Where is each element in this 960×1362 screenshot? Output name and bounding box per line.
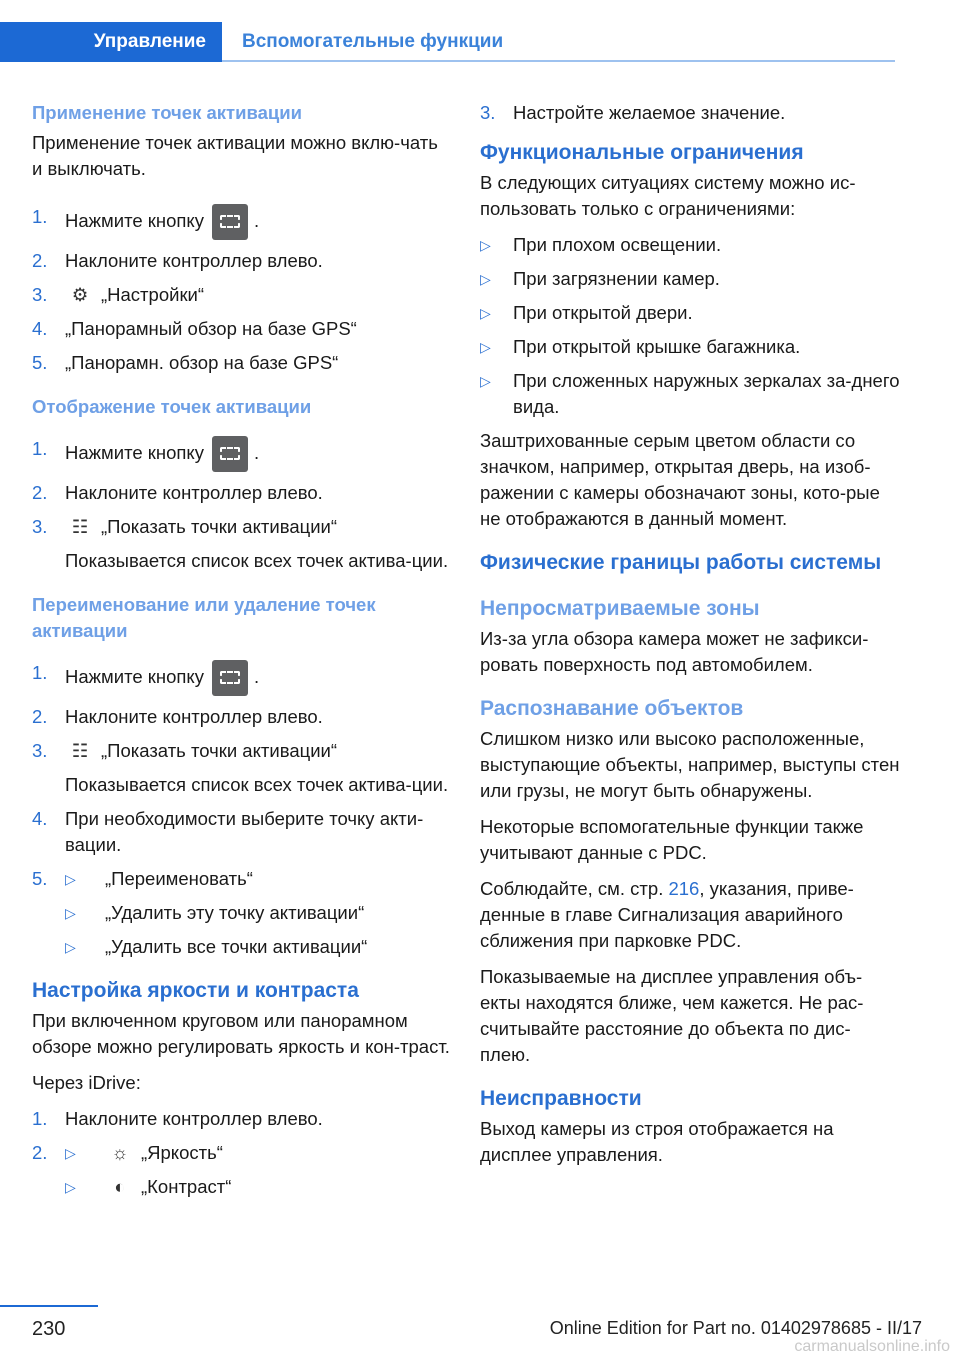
paragraph: Слишком низко или высоко расположенные, выступающие объекты, например, выступы стен или грузы, не могут быть обнаружены. xyxy=(480,728,900,801)
camera-view-icon xyxy=(212,204,248,240)
page-number: 230 xyxy=(32,1318,66,1340)
paragraph: Соблюдайте, см. стр. 216, указания, приве-денные в главе Сигнализация аварийного сближения при парковке PDC. xyxy=(480,878,854,951)
paragraph: Из-за угла обзора камера может не зафикси-ровать поверхность под автомобилем. xyxy=(480,628,869,675)
steps-list xyxy=(480,100,900,126)
bullet-icon: ▷ xyxy=(480,305,491,321)
header-tabs xyxy=(0,22,895,62)
bullet-icon: ▷ xyxy=(480,237,491,253)
brightness-icon: ☼ xyxy=(111,1142,129,1163)
section-title: Переименование или удаление точек активации xyxy=(32,594,376,641)
section-title: Настройка яркости и контраста xyxy=(32,979,359,1002)
section-title: Непросматриваемые зоны xyxy=(480,597,760,620)
step-item: 3. ⚙ „Настройки“ xyxy=(32,282,452,308)
bullet-icon: ▷ xyxy=(65,1179,76,1195)
list-item: ▷ При открытой двери. xyxy=(480,300,900,326)
footer-divider xyxy=(0,1305,98,1307)
paragraph: Применение точек активации можно вклю-чать и выключать. xyxy=(32,132,438,179)
bullet-icon: ▷ xyxy=(65,1145,76,1161)
step-item: 3. Настройте желаемое значение. xyxy=(480,102,786,123)
bullet-icon: ▷ xyxy=(65,905,76,921)
edition-label: Online Edition for Part no. 01402978685 - II/17 xyxy=(549,1318,922,1338)
gear-icon: ⚙ xyxy=(71,284,89,305)
section-title: Отображение точек активации xyxy=(32,396,312,417)
step-item: 4. При необходимости выберите точку акти-вации. xyxy=(32,808,424,855)
bullet-icon: ▷ xyxy=(65,871,76,887)
bullet-list xyxy=(480,232,900,420)
step-item: 1. Нажмите кнопку . xyxy=(32,660,452,696)
step-item: 2. Наклоните контроллер влево. xyxy=(32,482,323,503)
left-column xyxy=(32,100,452,1218)
section-title: Физические границы работы системы xyxy=(480,551,882,574)
camera-view-icon xyxy=(212,660,248,696)
contrast-icon: ◐ xyxy=(114,1176,126,1197)
step-item: 5. „Панорамн. обзор на базе GPS“ xyxy=(32,352,339,373)
paragraph: Через iDrive: xyxy=(32,1072,141,1093)
paragraph: При включенном круговом или панорамном обзоре можно регулировать яркость и кон-траст. xyxy=(32,1010,450,1057)
step-item: 1. Нажмите кнопку . xyxy=(32,204,452,240)
step-item: 1. Наклоните контроллер влево. xyxy=(32,1108,323,1129)
bullet-icon: ▷ xyxy=(65,939,76,955)
section-title: Неисправности xyxy=(480,1087,642,1110)
paragraph: В следующих ситуациях систему можно ис-пользовать только с ограничениями: xyxy=(480,172,856,219)
tab-control[interactable]: Управление xyxy=(0,22,222,62)
step-item: 5. ▷ „Переименовать“ ▷ „Удалить эту точку активации“ ▷ „Удалить все точки активации“ xyxy=(32,866,452,960)
paragraph: Заштрихованные серым цветом области со значком, например, открытая дверь, на изоб-ражении с камеры обозначают зоны, кото-рые не отображаются в данный момент. xyxy=(480,430,880,529)
section-title: Применение точек активации xyxy=(32,102,302,123)
right-column xyxy=(480,100,900,1178)
bullet-icon: ▷ xyxy=(480,373,491,389)
paragraph: Некоторые вспомогательные функции также учитывают данные с PDC. xyxy=(480,816,864,863)
list-item: ▷ При загрязнении камер. xyxy=(480,266,900,292)
step-item: 3. ☷ „Показать точки активации“ Показывается список всех точек актива-ции. xyxy=(32,516,449,571)
bullet-icon: ▷ xyxy=(480,271,491,287)
watermark: carmanualsonline.info xyxy=(794,1338,950,1355)
list-item: ▷ При плохом освещении. xyxy=(480,232,900,258)
camera-view-icon xyxy=(212,436,248,472)
step-item: 2. Наклоните контроллер влево. xyxy=(32,250,323,271)
tab-assist-functions[interactable]: Вспомогательные функции xyxy=(222,22,895,62)
list-icon: ☷ xyxy=(71,516,89,537)
step-item: 4. „Панорамный обзор на базе GPS“ xyxy=(32,318,357,339)
page-link[interactable]: 216 xyxy=(668,878,700,899)
section-title: Распознавание объектов xyxy=(480,697,744,720)
list-item: ▷ При сложенных наружных зеркалах за-днего вида. xyxy=(480,370,900,417)
step-item: 1. Нажмите кнопку . xyxy=(32,436,452,472)
step-item: 3. ☷ „Показать точки активации“ Показывается список всех точек актива-ции. xyxy=(32,740,449,795)
steps-list xyxy=(32,436,452,574)
steps-list xyxy=(32,204,452,376)
steps-list xyxy=(32,1106,452,1200)
steps-list xyxy=(32,660,452,960)
bullet-icon: ▷ xyxy=(480,339,491,355)
section-title: Функциональные ограничения xyxy=(480,141,804,164)
list-item: ▷ При открытой крышке багажника. xyxy=(480,334,900,360)
step-item: 2. Наклоните контроллер влево. xyxy=(32,706,323,727)
list-icon: ☷ xyxy=(71,740,89,761)
paragraph: Показываемые на дисплее управления объ-екты находятся ближе, чем кажется. Не рас-считывайте расстояние до объекта по дис-плею. xyxy=(480,966,864,1065)
paragraph: Выход камеры из строя отображается на дисплее управления. xyxy=(480,1118,834,1165)
step-item: 2. ▷ ☼ „Яркость“ ▷ ◐ „Контраст“ xyxy=(32,1140,452,1200)
